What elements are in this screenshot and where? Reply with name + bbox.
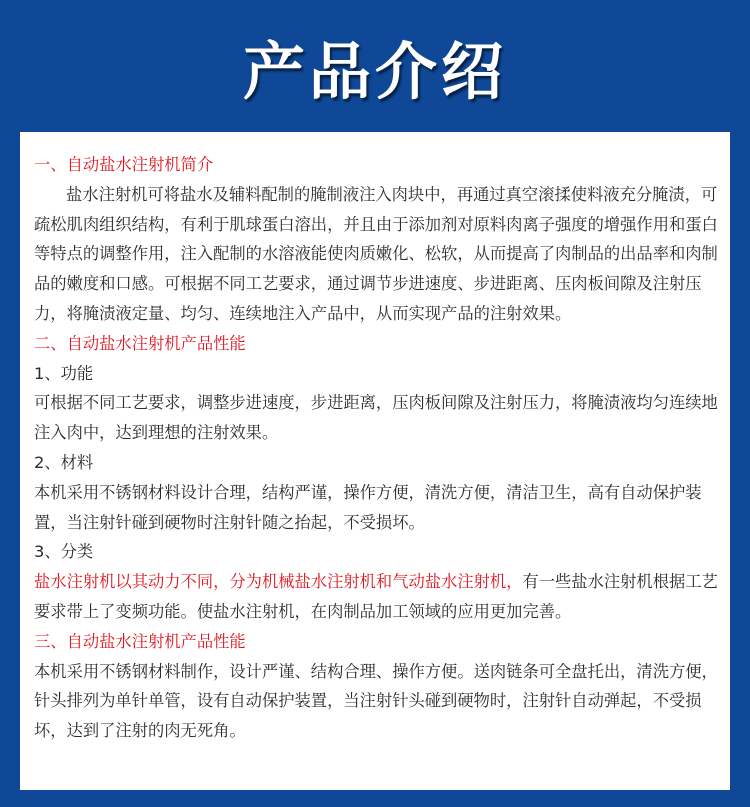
section3-heading: 三、自动盐水注射机产品性能 bbox=[34, 631, 246, 651]
page-title: 产品介绍 bbox=[242, 34, 507, 108]
section3-body: 本机采用不锈钢材料制作，设计严谨、结构合理、操作方便。送肉链条可全盘托出，清洗方便，针头排列为单针单管，设有自动保护装置，当注射针头碰到硬物时，注射针自动弹起，不受损坏，达到了注射的肉无死角。 bbox=[34, 661, 718, 741]
section2-heading: 二、自动盐水注射机产品性能 bbox=[34, 333, 246, 353]
section1-heading: 一、自动盐水注射机简介 bbox=[34, 155, 214, 174]
category-body-rest: 有一些盐水注射机根据工艺要求带上了变频功能。使盐水注射机，在肉制品加工领域的应用更加完善。 bbox=[34, 572, 718, 621]
category-body bbox=[34, 567, 720, 627]
section1-body: 盐水注射机可将盐水及辅料配制的腌制液注入肉块中，再通过真空滚揉使料液充分腌渍，可疏松肌肉组织结构，有利于肌球蛋白溶出，并且由于添加剂对原料肉离子强度的增强作用和蛋白等特点的调整作用，注入配制的水溶液能使肉质嫩化、松软，从而提高了肉制品的出品率和肉制品的嫩度和口感。可根据不同工艺要求，通过调节步进速度、步进距离、压肉板间隙及注射压力，将腌渍液定量、均匀、连续地注入产品中，从而实现产品的注射效果。 bbox=[34, 184, 718, 323]
category-label: 3、分类 bbox=[34, 542, 94, 562]
material-body: 本机采用不锈钢材料设计合理，结构严谨，操作方便，清洗方便，清洁卫生，高有自动保护装置，当注射针碰到硬物时注射针随之抬起，不受损坏。 bbox=[34, 482, 702, 532]
function-body: 可根据不同工艺要求，调整步进速度，步进距离，压肉板间隙及注射压力，将腌渍液均匀连续地注入肉中，达到理想的注射效果。 bbox=[34, 393, 718, 443]
material-label: 2、材料 bbox=[34, 452, 94, 472]
function-label: 1、功能 bbox=[34, 363, 94, 383]
category-body-highlight: 盐水注射机以其动力不同，分为机械盐水注射机和气动盐水注射机， bbox=[34, 572, 523, 592]
header-banner bbox=[0, 0, 750, 132]
content-panel bbox=[20, 132, 730, 790]
